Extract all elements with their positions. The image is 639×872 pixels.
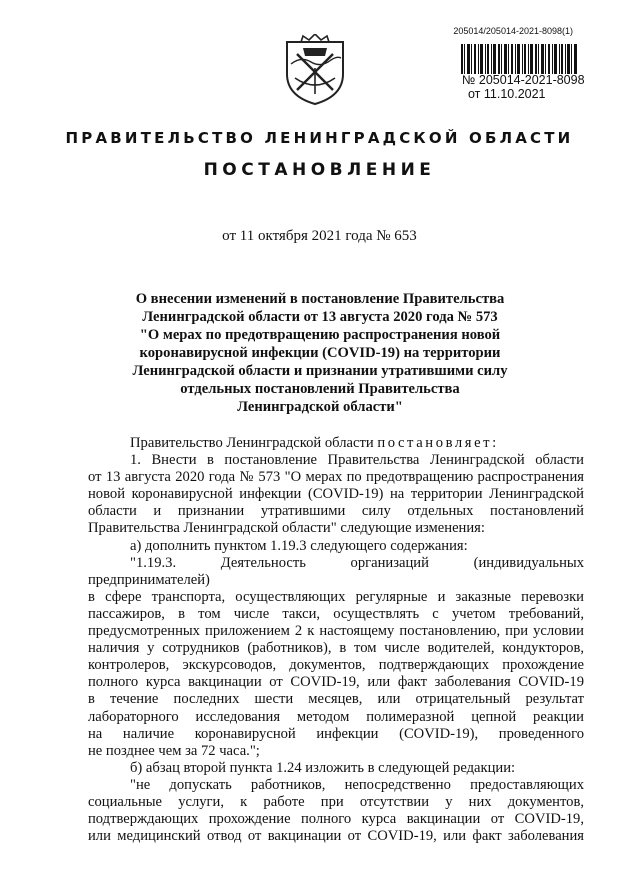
body-line: новой коронавирусной инфекции (COVID-19) на территории Ленинградской	[88, 486, 584, 503]
subject-line: отдельных постановлений Правительства	[180, 381, 460, 397]
document-type-title: ПОСТАНОВЛЕНИЕ	[203, 160, 436, 180]
document-subject	[120, 290, 520, 416]
quote-line: полного курса вакцинации от COVID-19, или факт заболевания COVID-19	[88, 674, 584, 691]
subject-line: "О мерах по предотвращению распространения новой	[139, 327, 501, 343]
quote-line: в течение последних шести месяцев, или отрицательный результат	[88, 691, 584, 708]
quote-line: "1.19.3. Деятельность организаций (индивидуальных предпринимателей)	[88, 554, 584, 588]
subject-line: коронавирусной инфекции (COVID-19) на территории	[139, 345, 501, 361]
quote-line: подтверждающих прохождение полного курса вакцинации от COVID-19,	[88, 811, 584, 828]
preamble-verb: постановляет:	[377, 435, 499, 451]
government-title: ПРАВИТЕЛЬСТВО ЛЕНИНГРАДСКОЙ ОБЛАСТИ	[65, 129, 574, 147]
body-line: 1. Внести в постановление Правительства Ленинградской области	[130, 452, 584, 469]
subitem-b: б) абзац второй пункта 1.24 изложить в следующей редакции:	[130, 759, 516, 776]
quote-line: в сфере транспорта, осуществляющих регулярные и заказные перевозки	[88, 588, 584, 605]
quote-line: контролеров, экскурсоводов, документов, подтверждающих прохождение	[88, 657, 584, 674]
quote-line: на наличие коронавирусной инфекции (COVID-19), проведенного	[88, 725, 584, 742]
body-line: области и признании утратившими силу отдельных постановлений	[88, 503, 584, 520]
quote-line: предусмотренных приложением 2 к настоящему постановлению, при условии	[88, 623, 584, 640]
registration-number: № 205014-2021-8098	[462, 73, 585, 87]
document-date-line: от 11 октября 2021 года № 653	[222, 228, 417, 244]
document-id: 205014/205014-2021-8098(1)	[453, 26, 573, 36]
quote-line: пассажиров, в том числе такси, осуществлять с учетом требований,	[88, 605, 584, 622]
barcode-icon	[461, 44, 577, 74]
quote-line: наличия у сотрудников (работников), в том числе водителей, кондукторов,	[88, 640, 584, 657]
quote-line: не позднее чем за 72 часа.";	[88, 742, 260, 759]
body-line: Правительства Ленинградской области" следующие изменения:	[88, 520, 485, 537]
quote-line: или медицинский отвод от вакцинации от COVID-19, или факт заболевания	[88, 828, 584, 845]
body-line: от 13 августа 2020 года № 573 "О мерах по предотвращению распространения	[88, 469, 584, 486]
subject-line: Ленинградской области"	[237, 399, 403, 415]
quote-line: лабораторного исследования методом полимеразной цепной реакции	[88, 708, 584, 725]
subitem-a: а) дополнить пунктом 1.19.3 следующего содержания:	[130, 537, 468, 554]
quote-line: социальные услуги, к работе при отсутствии у них документов,	[88, 793, 584, 810]
registration-date: от 11.10.2021	[468, 87, 546, 101]
subject-line: Ленинградской области и признании утратившими силу	[132, 363, 508, 379]
quote-line: "не допускать работников, непосредственно предоставляющих	[130, 776, 584, 793]
subject-line: Ленинградской области от 13 августа 2020 года № 573	[142, 309, 498, 325]
document-body	[88, 435, 584, 845]
coat-of-arms-icon	[281, 34, 349, 106]
preamble-subject: Правительство Ленинградской области	[130, 435, 374, 451]
subject-line: О внесении изменений в постановление Правительства	[135, 291, 505, 307]
preamble	[88, 435, 584, 452]
